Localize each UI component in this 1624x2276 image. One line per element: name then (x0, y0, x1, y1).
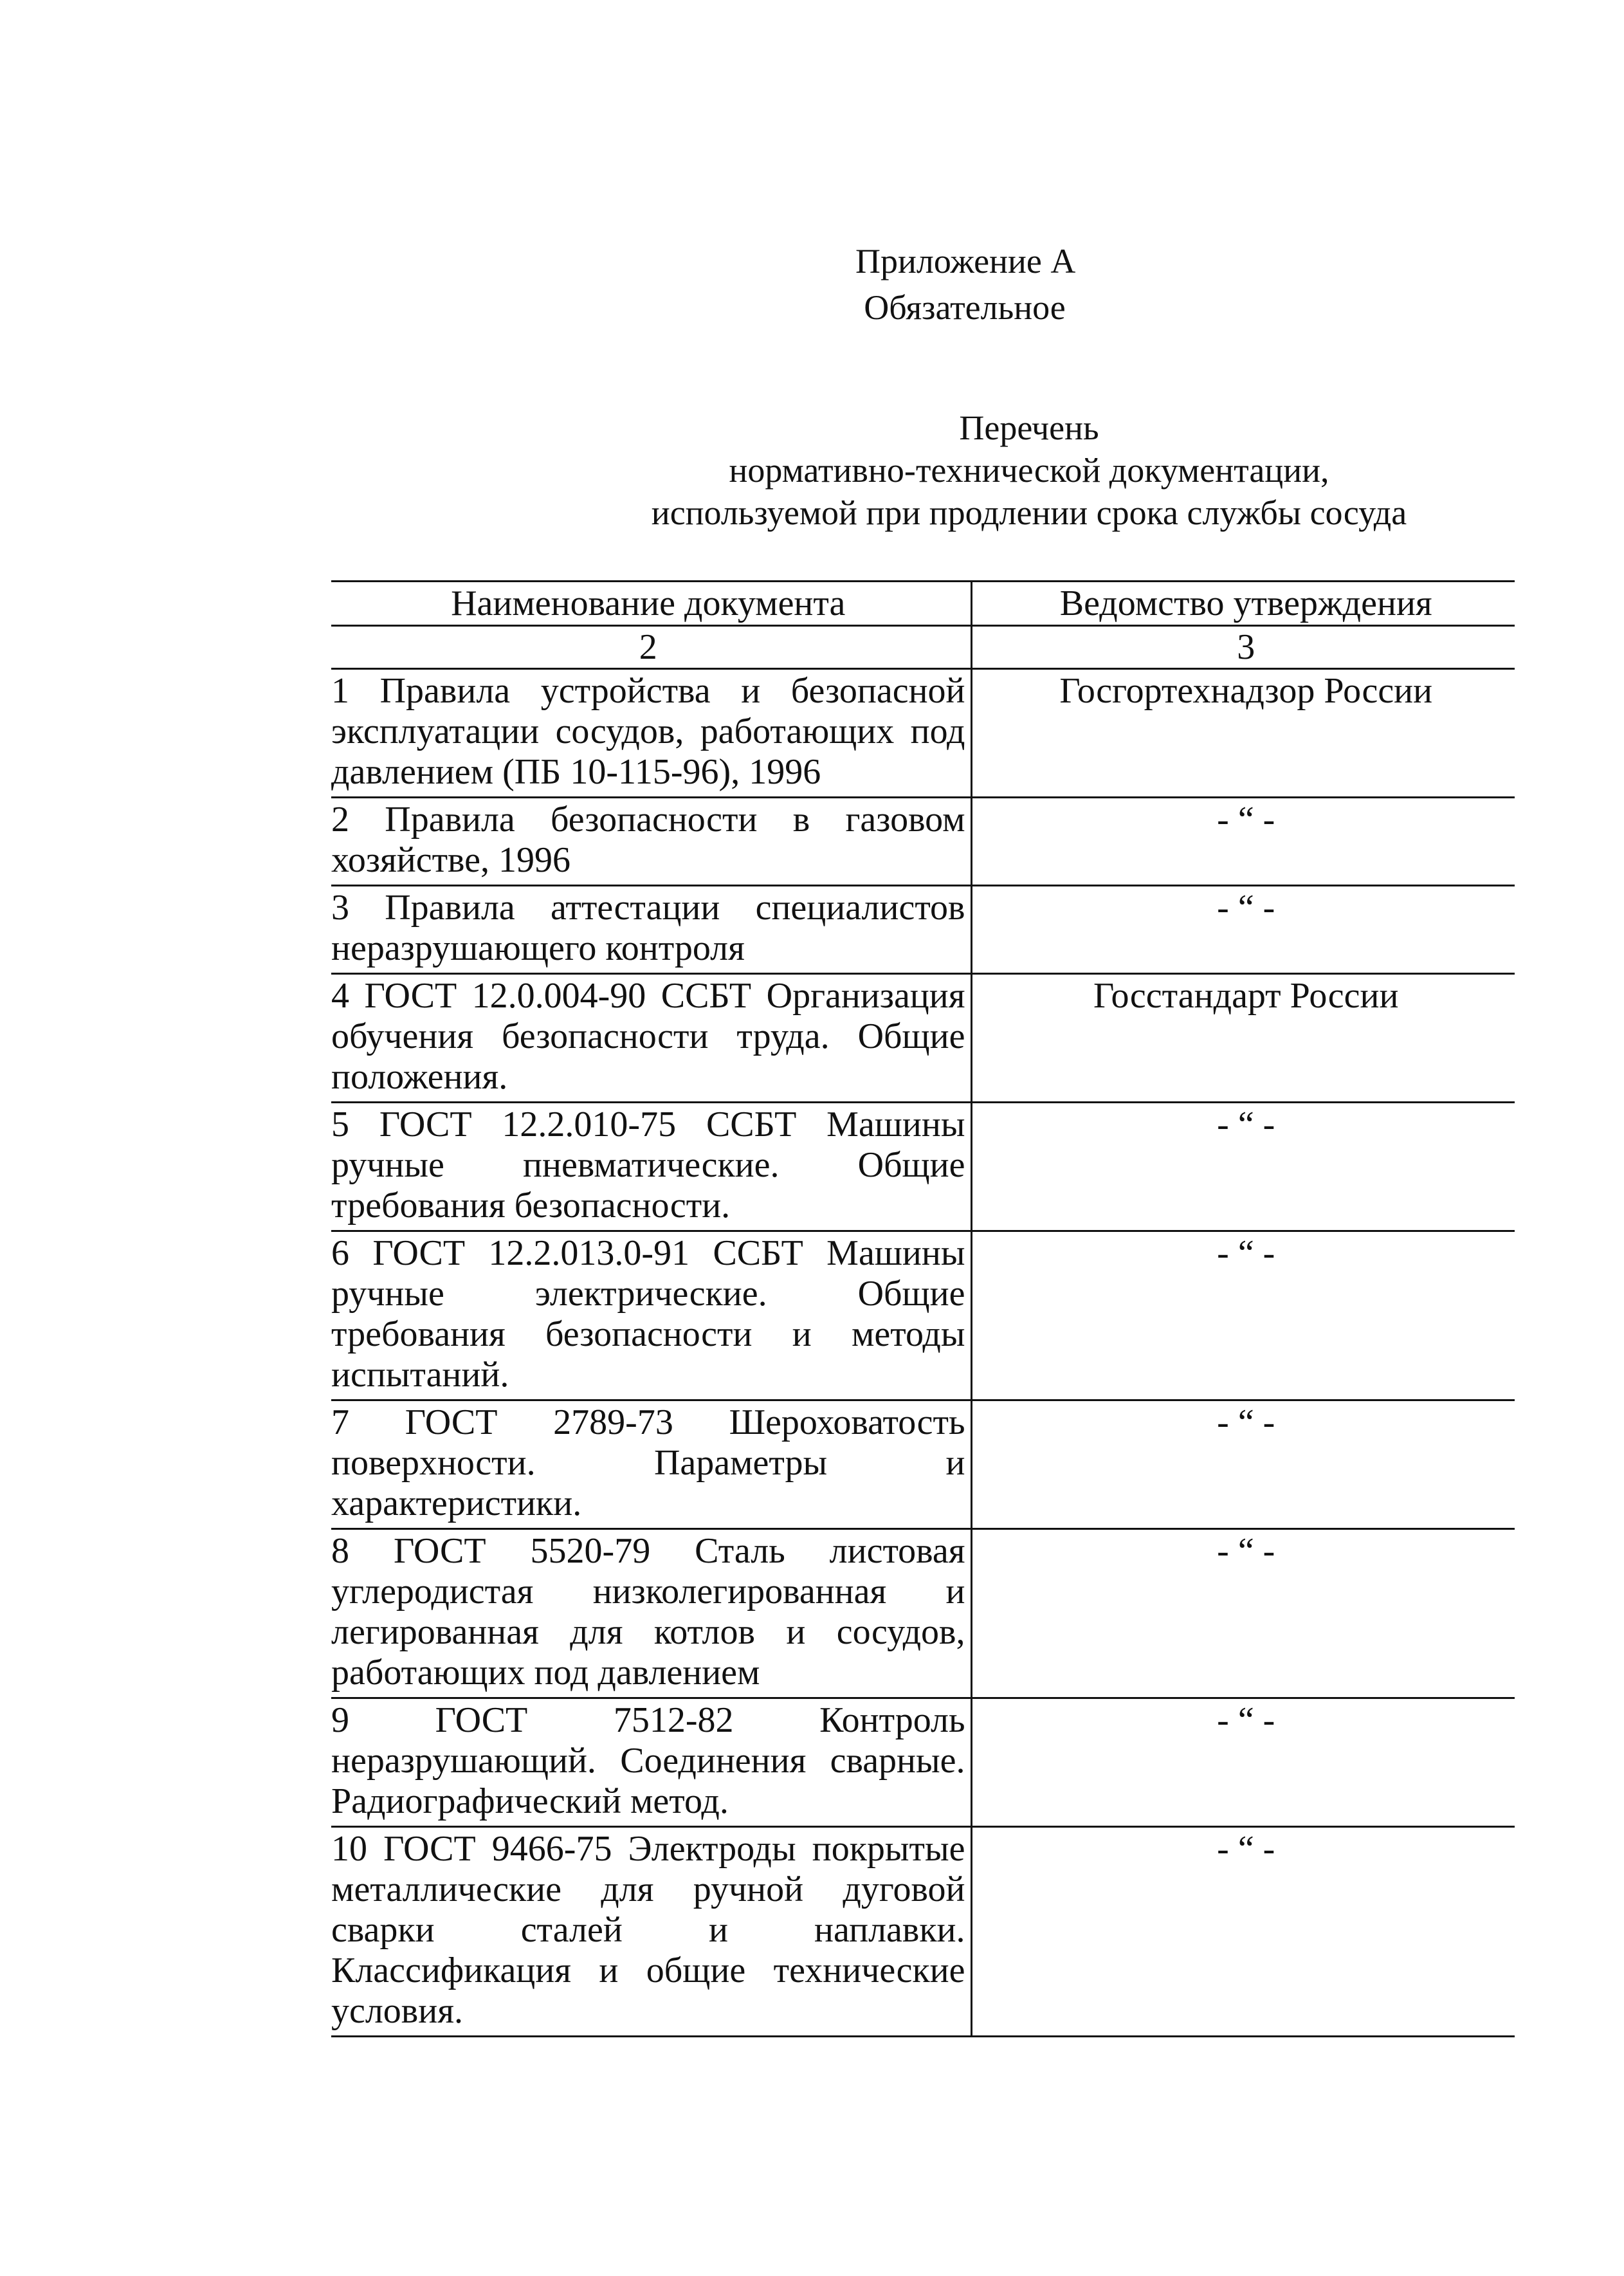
table-row (331, 886, 1515, 974)
approval-agency-cell: - “ - (971, 1103, 1515, 1231)
table-row (331, 1231, 1515, 1400)
document-name-cell: 8 ГОСТ 5520-79 Сталь листовая углеродистая низколегированная и легированная для котлов и сосудов, работающих под давлением (331, 1529, 971, 1698)
document-name-cell: 9 ГОСТ 7512-82 Контроль неразрушающий. Соединения сварные. Радиографический метод. (331, 1698, 971, 1827)
table-row (331, 1827, 1515, 2037)
table-row (331, 798, 1515, 886)
document-name-cell: 1 Правила устройства и безопасной эксплуатации сосудов, работающих под давлением (ПБ 10-115-96), 1996 (331, 669, 971, 798)
document-name-cell: 5 ГОСТ 12.2.010-75 ССБТ Машины ручные пневматические. Общие требования безопасности. (331, 1103, 971, 1231)
table-row (331, 1529, 1515, 1698)
title-line-2: нормативно-технической документации, (729, 451, 1329, 490)
approval-agency-cell: - “ - (971, 1231, 1515, 1400)
title-line-1: Перечень (959, 408, 1099, 447)
approval-agency-cell: - “ - (971, 798, 1515, 886)
appendix-status: Обязательное (864, 288, 1066, 327)
table-row (331, 1400, 1515, 1529)
table-header-row (331, 582, 1515, 626)
approval-agency-cell: Госстандарт России (971, 974, 1515, 1103)
table-row (331, 1698, 1515, 1827)
approval-agency-cell: - “ - (971, 1400, 1515, 1529)
document-name-cell: 4 ГОСТ 12.0.004-90 ССБТ Организация обучения безопасности труда. Общие положения. (331, 974, 971, 1103)
appendix-heading (855, 238, 1074, 331)
table-row (331, 669, 1515, 798)
column-number-agency: 3 (971, 626, 1515, 669)
appendix-label: Приложение А (855, 242, 1076, 280)
document-name-cell: 10 ГОСТ 9466-75 Электроды покрытые металлические для ручной дуговой сварки сталей и наплавки. Классификация и общие технические условия. (331, 1827, 971, 2037)
column-number-row (331, 626, 1515, 669)
approval-agency-cell: - “ - (971, 1529, 1515, 1698)
document-name-cell: 2 Правила безопасности в газовом хозяйстве, 1996 (331, 798, 971, 886)
title-line-3: используемой при продлении срока службы сосуда (651, 493, 1407, 532)
column-number-name: 2 (331, 626, 971, 669)
approval-agency-cell: Госгортехнадзор России (971, 669, 1515, 798)
table-row (331, 1103, 1515, 1231)
documents-table (331, 580, 1515, 2037)
approval-agency-cell: - “ - (971, 1827, 1515, 2037)
document-title (450, 407, 1608, 534)
approval-agency-cell: - “ - (971, 1698, 1515, 1827)
document-name-cell: 7 ГОСТ 2789-73 Шероховатость поверхности. Параметры и характеристики. (331, 1400, 971, 1529)
header-document-name: Наименование документа (331, 582, 971, 626)
document-name-cell: 6 ГОСТ 12.2.013.0-91 ССБТ Машины ручные электрические. Общие требования безопасности и методы испытаний. (331, 1231, 971, 1400)
document-name-cell: 3 Правила аттестации специалистов неразрушающего контроля (331, 886, 971, 974)
approval-agency-cell: - “ - (971, 886, 1515, 974)
table-row (331, 974, 1515, 1103)
header-approval-agency: Ведомство утверждения (971, 582, 1515, 626)
